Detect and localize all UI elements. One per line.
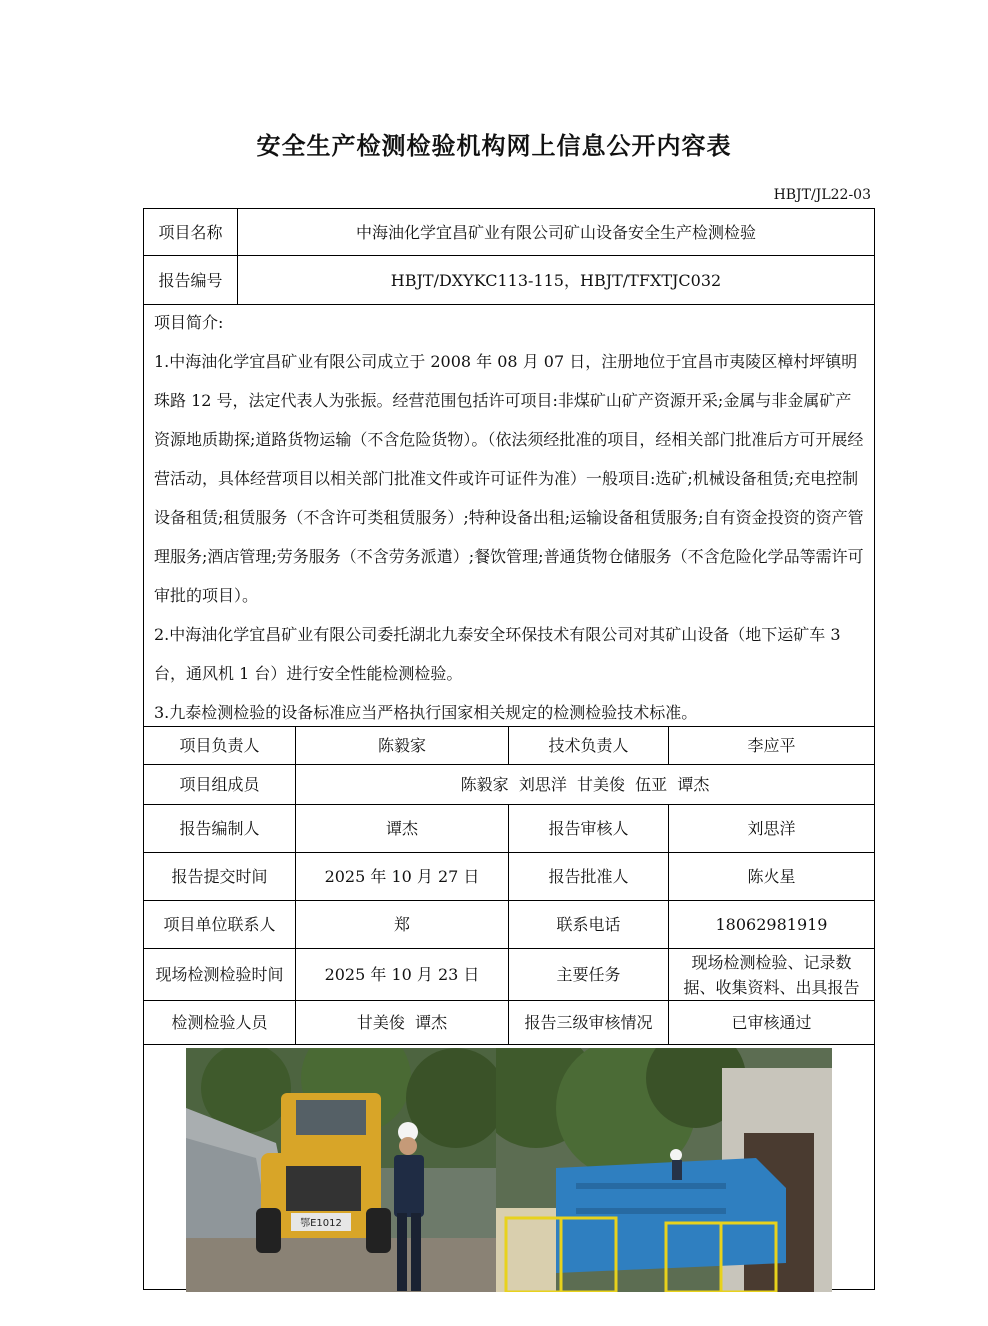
document-title: 安全生产检测检验机构网上信息公开内容表 xyxy=(256,132,732,160)
intro-paragraph-3: 3.九泰检测检验的设备标准应当严格执行国家相关规定的检测检验技术标准。 xyxy=(154,703,698,722)
audit-value: 已审核通过 xyxy=(731,1013,812,1032)
info-table xyxy=(143,208,875,1290)
task-label: 主要任务 xyxy=(509,949,669,1000)
onsite-value: 2025 年 10 月 23 日 xyxy=(296,949,509,1000)
row-onsite xyxy=(144,949,874,1001)
intro-label: 项目简介: xyxy=(154,313,224,332)
intro-paragraph-1: 1.中海油化学宜昌矿业有限公司成立于 2008 年 08 月 07 日，注册地位于宜昌市夷陵区樟村坪镇明珠路 12 号，法定代表人为张振。经营范围包括许可项目:非煤矿山矿产资源开采;金属与非金属矿产资源地质勘探;道路货物运输（不含危险货物）。（依法须经批准的项目，经相关部门批准后方可开展经营活动，具体经营项目以相关部门批准文件或许可证件为准）一般项目:选矿;机械设备租赁;充电控制设备租赁;租赁服务（不含许可类租赁服务）;特种设备出租;运输设备租赁服务;自有资金投资的资产管理服务;酒店管理;劳务服务（不含劳务派遣）;餐饮管理;普通货物仓储服务（不含危险化学品等需许可审批的项目）。 xyxy=(154,352,864,605)
approver-label: 报告批准人 xyxy=(509,853,669,900)
onsite-label: 现场检测检验时间 xyxy=(144,949,296,1000)
project-intro xyxy=(144,305,874,727)
contact-value: 郑 xyxy=(296,901,509,948)
author-label: 报告编制人 xyxy=(144,805,296,852)
project-name-label: 项目名称 xyxy=(144,209,238,255)
site-photo-fan xyxy=(496,1048,832,1292)
intro-paragraph-2: 2.中海油化学宜昌矿业有限公司委托湖北九泰安全环保技术有限公司对其矿山设备（地下运矿车 3 台，通风机 1 台）进行安全性能检测检验。 xyxy=(154,625,841,683)
tech-leader-label: 技术负责人 xyxy=(509,727,669,764)
project-name-value: 中海油化学宜昌矿业有限公司矿山设备安全生产检测检验 xyxy=(355,222,756,242)
document-code: HBJT/JL22-03 xyxy=(773,187,871,203)
site-photo-truck xyxy=(186,1048,496,1292)
reviewer-label: 报告审核人 xyxy=(509,805,669,852)
task-value: 现场检测检验、记录数据、收集资料、出具报告 xyxy=(683,952,860,997)
row-author xyxy=(144,805,874,853)
report-number-label: 报告编号 xyxy=(144,256,238,304)
leader-value: 陈毅家 xyxy=(296,727,509,764)
row-leaders xyxy=(144,727,874,765)
contact-label: 项目单位联系人 xyxy=(144,901,296,948)
row-submit xyxy=(144,853,874,901)
row-contact xyxy=(144,901,874,949)
row-members xyxy=(144,765,874,805)
phone-value: 18062981919 xyxy=(715,915,828,934)
members-value: 陈毅家 刘思洋 甘美俊 伍亚 谭杰 xyxy=(460,775,710,794)
photo-section xyxy=(144,1045,874,1289)
leader-label: 项目负责人 xyxy=(144,727,296,764)
row-project-name xyxy=(144,209,874,256)
audit-label: 报告三级审核情况 xyxy=(509,1001,669,1044)
submit-value: 2025 年 10 月 27 日 xyxy=(296,853,509,900)
members-label: 项目组成员 xyxy=(144,765,296,804)
truck-plate: 鄂E1012 xyxy=(300,1218,342,1229)
row-report-number xyxy=(144,256,874,305)
phone-label: 联系电话 xyxy=(509,901,669,948)
inspectors-label: 检测检验人员 xyxy=(144,1001,296,1044)
author-value: 谭杰 xyxy=(296,805,509,852)
approver-value: 陈火星 xyxy=(747,867,796,886)
reviewer-value: 刘思洋 xyxy=(747,819,796,838)
inspectors-value: 甘美俊 谭杰 xyxy=(296,1001,509,1044)
report-number-value: HBJT/DXYKC113-115，HBJT/TFXTJC032 xyxy=(390,270,722,290)
row-inspectors xyxy=(144,1001,874,1045)
ventilation-fan xyxy=(556,1158,786,1273)
tech-leader-value: 李应平 xyxy=(747,736,796,755)
submit-label: 报告提交时间 xyxy=(144,853,296,900)
